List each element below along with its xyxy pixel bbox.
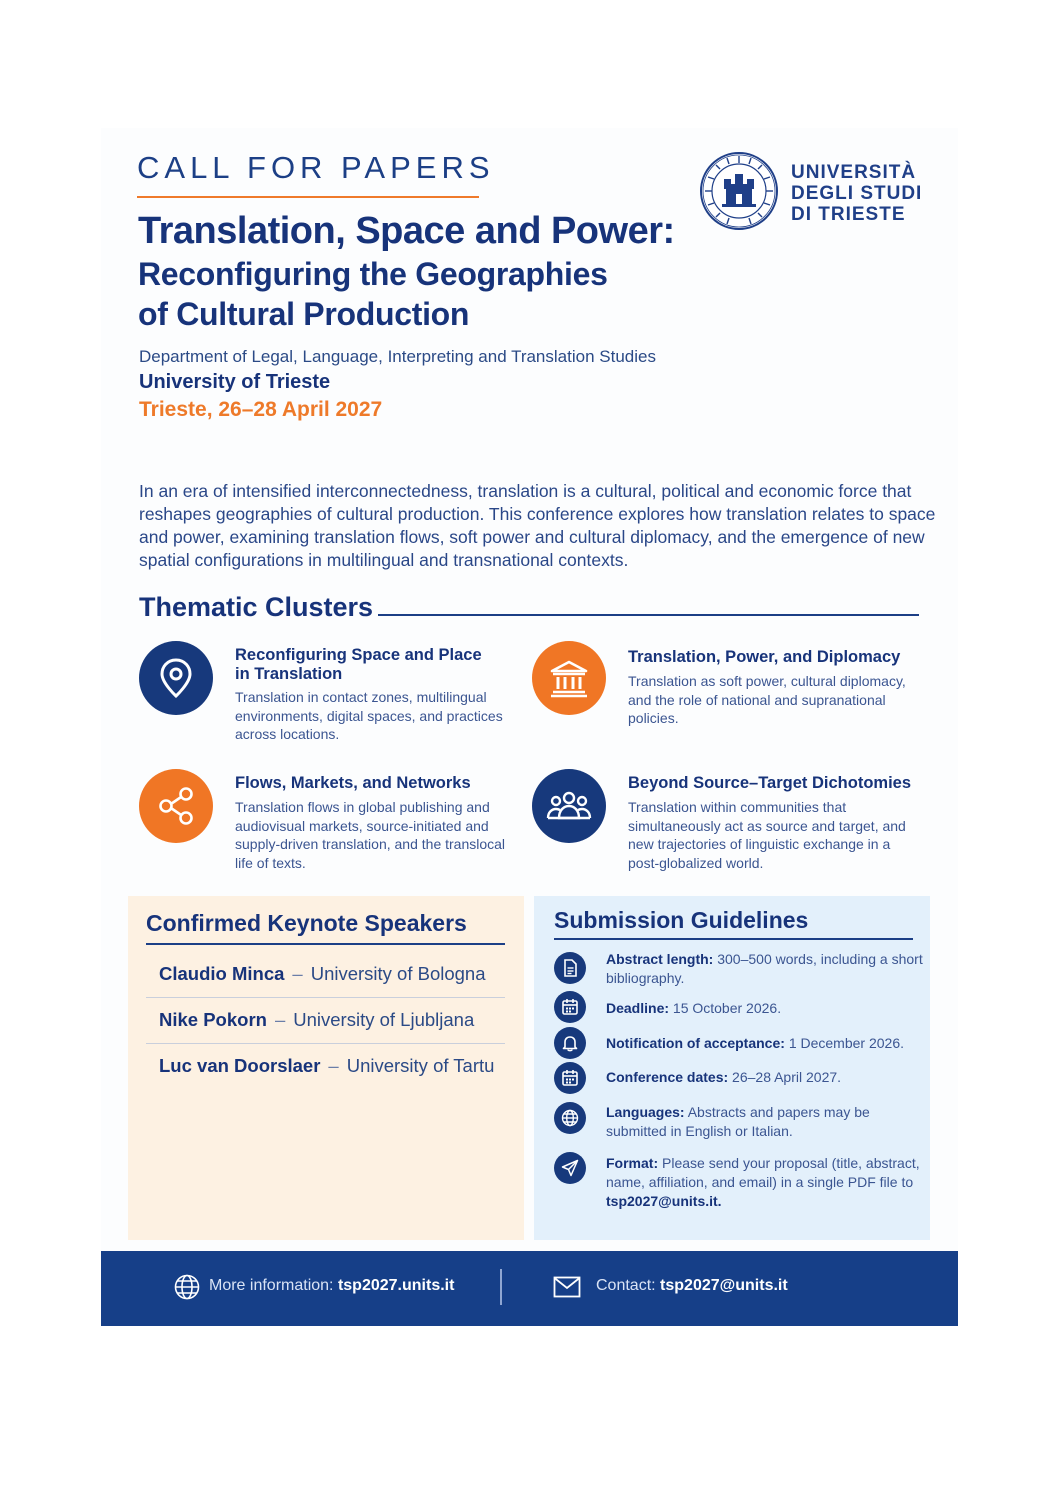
- logo-line-3: DI TRIESTE: [791, 204, 906, 225]
- footer-contact: [596, 1277, 788, 1295]
- calendar-icon: [554, 991, 586, 1023]
- cluster-space-place: [235, 646, 515, 744]
- cluster-title-line: Reconfiguring Space and Place: [235, 646, 482, 664]
- community-group-icon: [532, 769, 606, 843]
- guideline-label: Deadline:: [606, 1000, 670, 1016]
- speaker-affiliation: University of Ljubljana: [293, 1009, 475, 1030]
- cluster-description: Translation flows in global publishing and audiovisual markets, source-initiated and supply-driven translation, and the translocal life of texts.: [235, 799, 506, 871]
- speaker-row: [159, 963, 486, 985]
- footer-divider: [500, 1269, 502, 1305]
- calendar-icon: [554, 1062, 586, 1094]
- cluster-beyond-dichotomies: [628, 774, 918, 872]
- share-network-icon: [139, 769, 213, 843]
- thematic-clusters-heading: Thematic Clusters: [139, 592, 374, 622]
- speaker-affiliation: University of Tartu: [346, 1055, 495, 1076]
- guideline-abstract-length: [606, 950, 924, 988]
- guideline-text: Please send your proposal (title, abstract, name, affiliation, and email) in a single PDF file to: [606, 1155, 920, 1190]
- guideline-deadline: [606, 999, 924, 1018]
- university-name: University of Trieste: [139, 371, 331, 393]
- guideline-languages: [606, 1103, 924, 1141]
- footer-website-link[interactable]: tsp2027.units.it: [337, 1277, 455, 1294]
- speaker-name: Claudio Minca: [159, 963, 285, 984]
- speaker-row: [159, 1055, 494, 1077]
- send-icon: [554, 1152, 586, 1184]
- submission-email: tsp2027@units.it.: [606, 1193, 722, 1209]
- guideline-notification: [606, 1034, 924, 1053]
- intro-paragraph: In an era of intensified interconnectedness, translation is a cultural, political and economic force that reshapes geographies of cultural production. This conference explores how translation relates to space and power, examining translation flows, soft power and cultural diplomacy, and the emergence of new spatial configurations in multilingual and transnational contexts.: [139, 481, 936, 570]
- speaker-row: [159, 1009, 474, 1031]
- guideline-conference-dates: [606, 1068, 924, 1087]
- speaker-separator: –: [328, 1055, 339, 1076]
- place-and-date: Trieste, 26–28 April 2027: [139, 398, 383, 421]
- speaker-affiliation: University of Bologna: [310, 963, 486, 984]
- kicker-underline: [137, 196, 479, 198]
- guideline-text: 15 October 2026.: [672, 1000, 782, 1016]
- cluster-title: Beyond Source–Target Dichotomies: [628, 774, 912, 792]
- globe-icon: [554, 1102, 586, 1134]
- cluster-title: [235, 646, 515, 684]
- footer-info-label: More information:: [209, 1277, 334, 1294]
- department-name: Department of Legal, Language, Interpreting and Translation Studies: [139, 347, 656, 366]
- guideline-text: 1 December 2026.: [788, 1035, 904, 1051]
- subtitle-line-2: of Cultural Production: [138, 296, 470, 332]
- conference-title: Translation, Space and Power:: [138, 210, 675, 252]
- speaker-divider: [146, 1043, 505, 1044]
- speaker-separator: –: [274, 1009, 286, 1030]
- submission-heading-rule: [554, 938, 913, 940]
- speaker-name: Luc van Doorslaer: [159, 1055, 321, 1076]
- bell-icon: [554, 1027, 586, 1059]
- cluster-title-line: in Translation: [235, 665, 343, 683]
- guideline-label: Languages:: [606, 1104, 685, 1120]
- cluster-description: Translation in contact zones, multilingual environments, digital spaces, and practices across locations.: [235, 689, 503, 742]
- conference-subtitle: [138, 254, 608, 334]
- document-icon: [554, 952, 586, 984]
- speaker-divider: [146, 997, 505, 998]
- mail-icon: [553, 1276, 581, 1303]
- cluster-title: Translation, Power, and Diplomacy: [628, 648, 901, 666]
- cluster-title: Flows, Markets, and Networks: [235, 774, 471, 792]
- thematic-clusters-rule: [378, 614, 919, 616]
- logo-line-1: UNIVERSITÀ: [791, 162, 917, 183]
- university-seal-logo: [700, 152, 778, 230]
- globe-icon: [174, 1274, 200, 1305]
- logo-line-2: DEGLI STUDI: [791, 183, 923, 204]
- cluster-description: Translation as soft power, cultural diplomacy, and the role of national and supranational policies.: [628, 673, 906, 726]
- speaker-separator: –: [292, 963, 303, 984]
- footer-email-link[interactable]: tsp2027@units.it: [660, 1277, 788, 1294]
- institution-building-icon: [532, 641, 606, 715]
- university-logo-wordmark: [791, 162, 922, 225]
- guideline-text: Abstracts and papers may be submitted in English or Italian.: [606, 1104, 870, 1139]
- keynote-heading: Confirmed Keynote Speakers: [146, 910, 467, 936]
- location-pin-icon: [139, 641, 213, 715]
- cluster-description: Translation within communities that simultaneously act as source and target, and new trajectories of linguistic exchange in a post-globalized world.: [628, 799, 906, 871]
- submission-heading: Submission Guidelines: [554, 907, 809, 933]
- guideline-label: Notification of acceptance:: [606, 1035, 785, 1051]
- guideline-label: Abstract length:: [606, 951, 714, 967]
- cluster-flows-markets: [235, 774, 515, 872]
- keynote-heading-rule: [146, 943, 505, 945]
- cluster-power-diplomacy: [628, 648, 918, 728]
- footer-more-info: [209, 1277, 454, 1295]
- call-for-papers-kicker: CALL FOR PAPERS: [137, 150, 495, 185]
- guideline-label: Conference dates:: [606, 1069, 729, 1085]
- guideline-format: [606, 1154, 924, 1211]
- footer-contact-label: Contact:: [596, 1277, 656, 1294]
- subtitle-line-1: Reconfiguring the Geographies: [138, 256, 608, 292]
- guideline-label: Format:: [606, 1155, 659, 1171]
- speaker-name: Nike Pokorn: [159, 1009, 267, 1030]
- guideline-text: 300–500 words, including a short bibliography.: [606, 951, 923, 986]
- guideline-text: 26–28 April 2027.: [732, 1069, 842, 1085]
